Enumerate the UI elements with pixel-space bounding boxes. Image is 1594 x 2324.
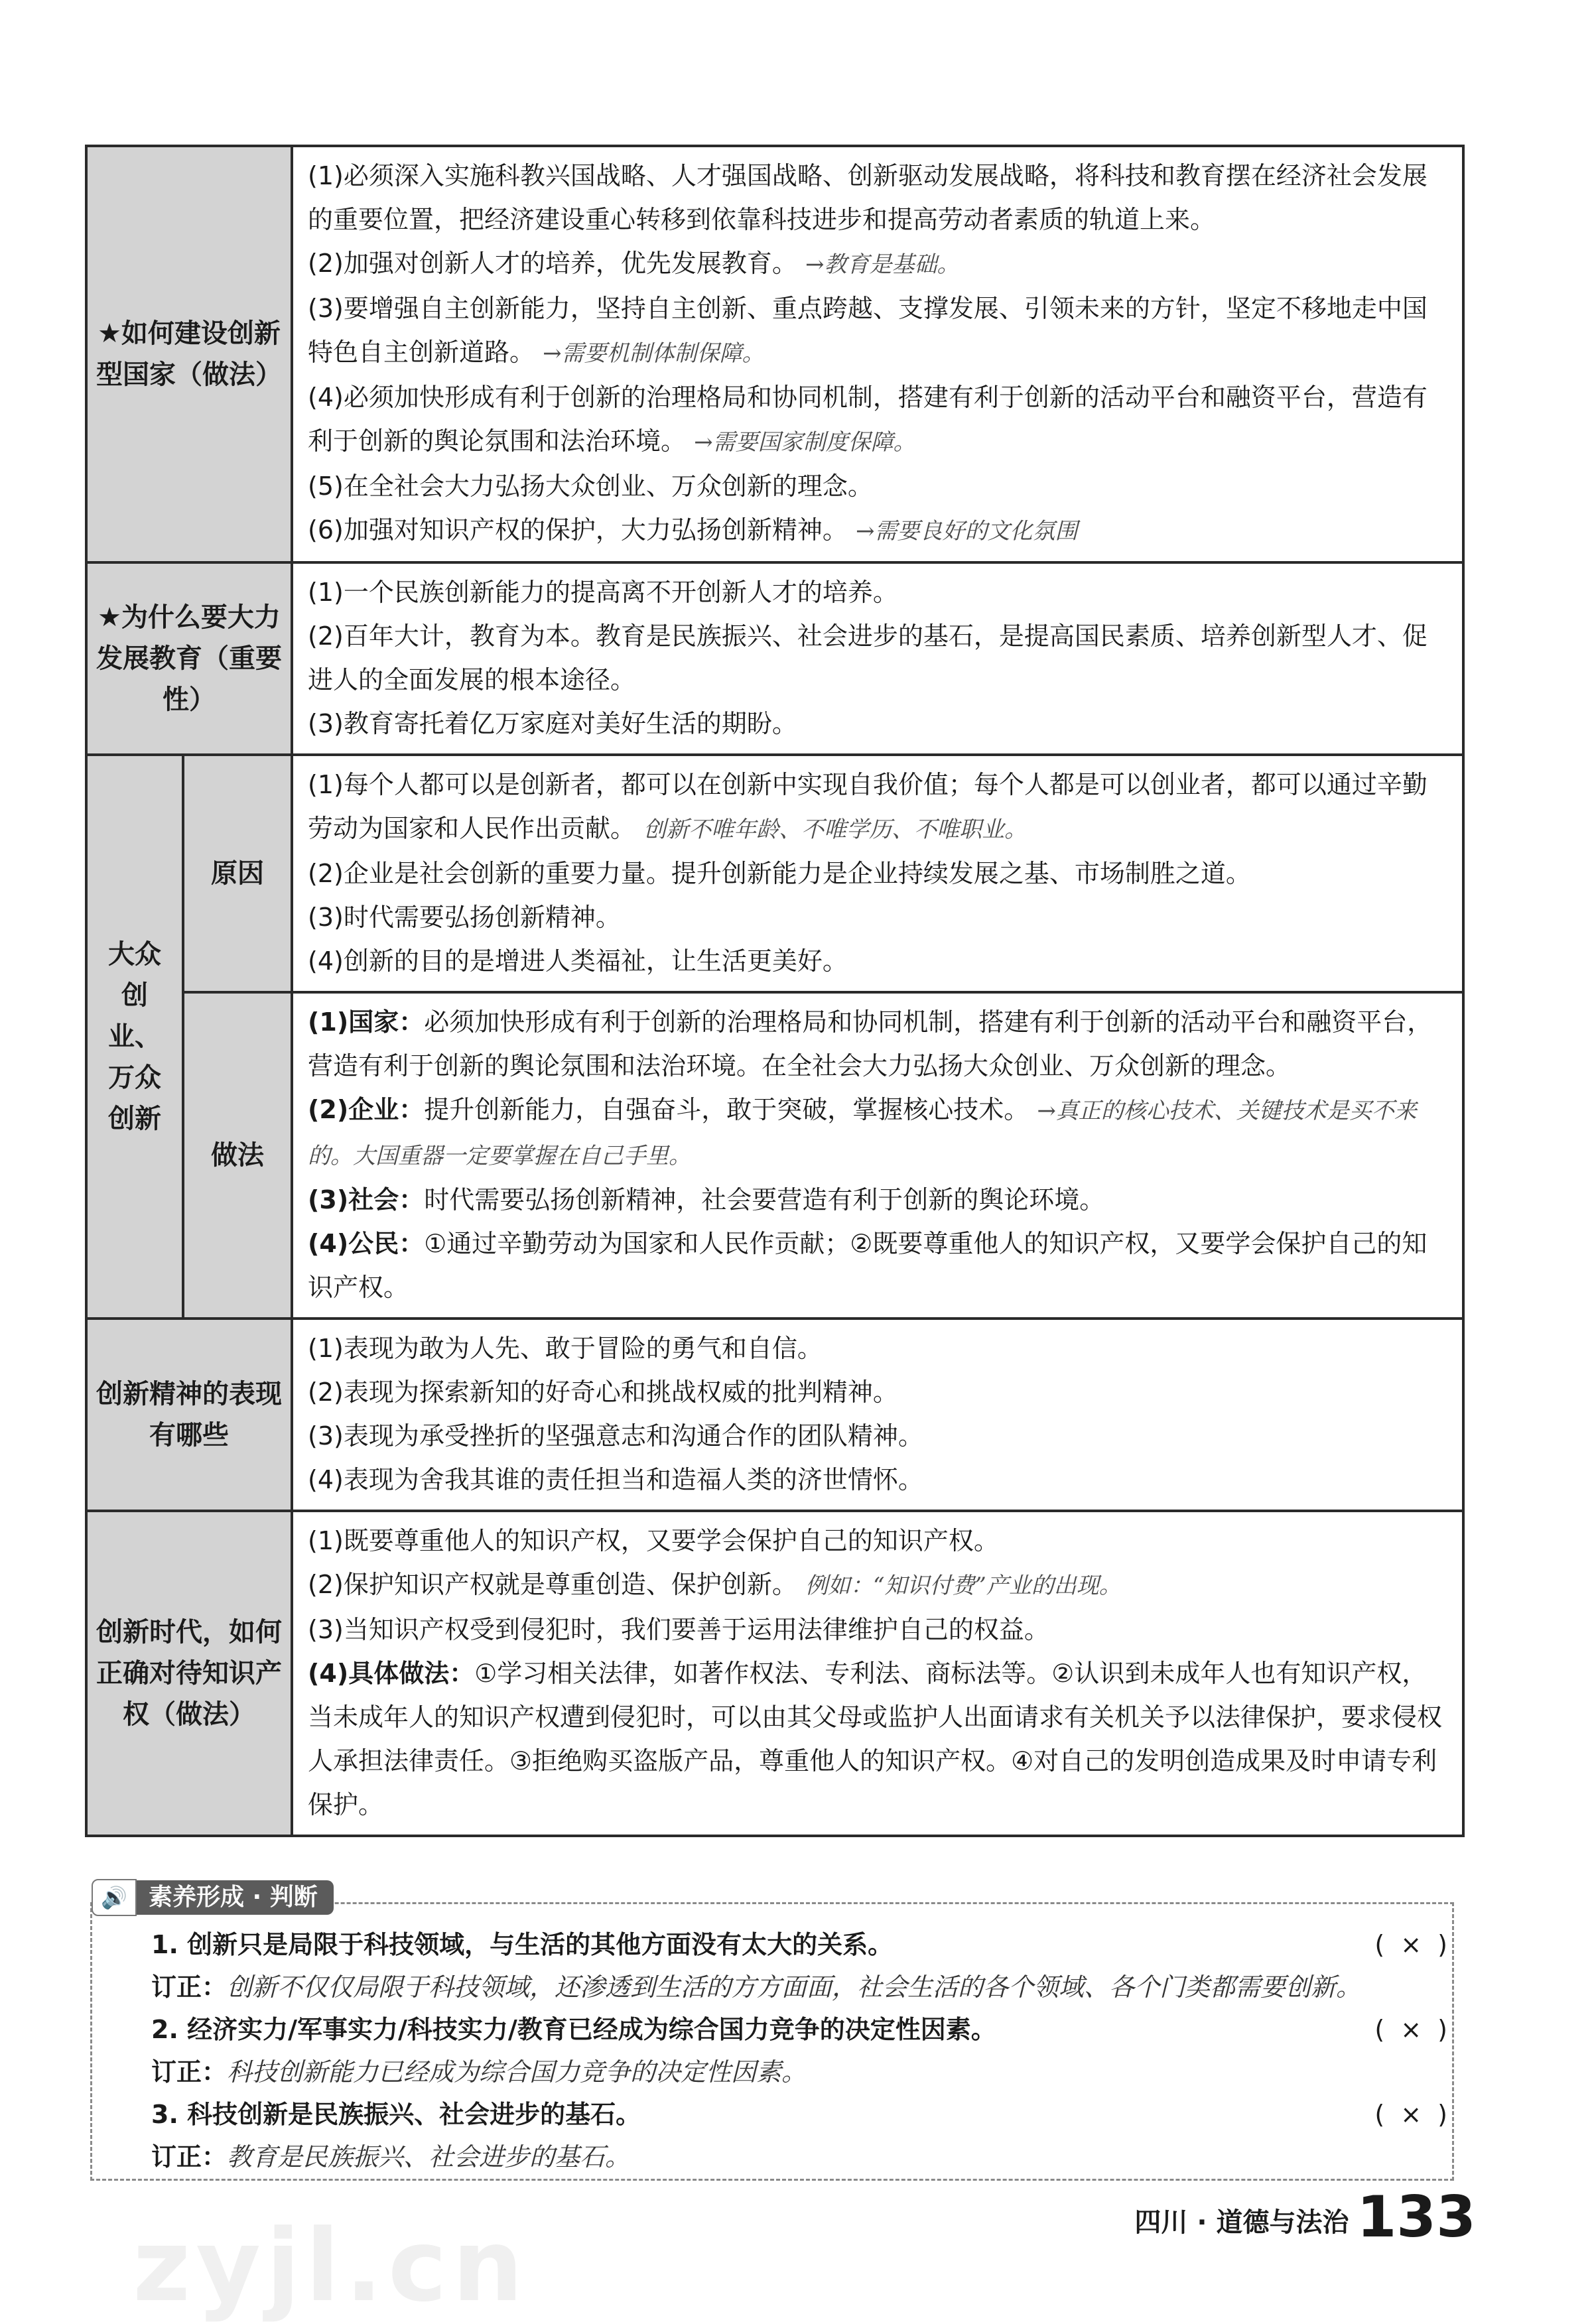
list-item: (1)既要尊重他人的知识产权，又要学会保护自己的知识产权。 [308,1526,999,1555]
label-spirit: 创新精神的表现有哪些 [86,1319,292,1511]
content-build [292,146,1463,562]
list-item: (1)表现为敢为人先、敢于冒险的勇气和自信。 [308,1334,823,1363]
judgment-question: 3. 科技创新是民族振兴、社会进步的基石。 ( × ) [151,2093,1451,2136]
list-item: (2)企业：提升创新能力，自强奋斗，敢于突破，掌握核心技术。 →真正的核心技术、关键技术是买不来的。大国重器一定要掌握在自己手里。 [308,1095,1417,1169]
row-education [86,562,1463,755]
row-mass-reason [86,755,1463,992]
answer-mark: ( × ) [1374,2015,1451,2044]
handwritten-note: →真正的核心技术、关键技术是买不来的。大国重器一定要掌握在自己手里。 [308,1098,1417,1169]
answer-mark: ( × ) [1374,2100,1451,2129]
list-item: (4)必须加快形成有利于创新的治理格局和协同机制，搭建有利于创新的活动平台和融资平台，营造有利于创新的舆论氛围和法治环境。 →需要国家制度保障。 [308,383,1428,456]
list-item: (3)教育寄托着亿万家庭对美好生活的期盼。 [308,709,797,738]
region-subject: 四川 · 道德与法治 [1134,2207,1349,2238]
list-item: (4)表现为舍我其谁的责任担当和造福人类的济世情怀。 [308,1465,923,1494]
answer-mark: ( × ) [1374,1930,1451,1959]
list-item: (3)表现为承受挫折的坚强意志和沟通合作的团队精神。 [308,1421,923,1451]
list-item: (5)在全社会大力弘扬大众创业、万众创新的理念。 [308,472,873,501]
label-mass: 大众创业、万众创新 [86,755,183,1319]
judgment-title: 素养形成 · 判断 [137,1880,334,1915]
handwritten-note: →教育是基础。 [805,251,960,278]
list-item: (3)要增强自主创新能力，坚持自主创新、重点跨越、支撑发展、引领未来的方针，坚定不移地走中国特色自主创新道路。 →需要机制体制保障。 [308,294,1428,367]
speaker-icon: 🔊 [92,1879,137,1916]
handwritten-note: →需要国家制度保障。 [694,429,916,456]
content-method [292,992,1463,1319]
list-item: (4)具体做法：①学习相关法律，如著作权法、专利法、商标法等。②认识到未成年人也有知识产权，当未成年人的知识产权遭到侵犯时，可以由其父母或监护人出面请求有关机关予以法律保护，要求侵权人承担法律责任。③拒绝购买盗版产品，尊重他人的知识产权。④对自己的发明创造成果及时申请专利保护。 [308,1659,1443,1819]
label-education: ★为什么要大力发展教育（重要性） [86,562,292,755]
content-education [292,562,1463,755]
list-item: (2)保护知识产权就是尊重创造、保护创新。 例如：“知识付费”产业的出现。 [308,1570,1122,1599]
row-mass-method [86,992,1463,1319]
row-ip [86,1511,1463,1836]
list-item: (6)加强对知识产权的保护，大力弘扬创新精神。 →需要良好的文化氛围 [308,515,1078,545]
content-reason [292,755,1463,992]
label-reason: 原因 [183,755,292,992]
list-item: (3)时代需要弘扬创新精神。 [308,903,621,932]
correction: 订正：教育是民族振兴、社会进步的基石。 [151,2142,631,2171]
judgment-question: 1. 创新只是局限于科技领域，与生活的其他方面没有太大的关系。 ( × ) [151,1923,1451,1966]
row-spirit [86,1319,1463,1511]
correction: 订正：科技创新能力已经成为综合国力竞争的决定性因素。 [151,2057,807,2087]
list-item: (1)每个人都可以是创新者，都可以在创新中实现自我价值；每个人都是可以创业者，都可以通过辛勤劳动为国家和人民作出贡献。 创新不唯年龄、不唯学历、不唯职业。 [308,770,1428,843]
handwritten-note: 创新不唯年龄、不唯学历、不唯职业。 [643,816,1028,843]
list-item: (4)公民：①通过辛勤劳动为国家和人民作贡献；②既要尊重他人的知识产权，又要学会保护自己的知识产权。 [308,1229,1428,1302]
list-item: (1)国家：必须加快形成有利于创新的治理格局和协同机制，搭建有利于创新的活动平台和融资平台，营造有利于创新的舆论氛围和法治环境。在全社会大力弘扬大众创业、万众创新的理念。 [308,1007,1433,1080]
list-item: (2)加强对创新人才的培养，优先发展教育。 →教育是基础。 [308,249,960,278]
list-item: (2)表现为探索新知的好奇心和挑战权威的批判精神。 [308,1378,898,1407]
list-item: (4)创新的目的是增进人类福祉，让生活更美好。 [308,946,848,976]
list-item: (2)百年大计，教育为本。教育是民族振兴、社会进步的基石，是提高国民素质、培养创新型人才、促进人的全面发展的根本途径。 [308,621,1428,694]
list-item: (3)社会：时代需要弘扬创新精神，社会要营造有利于创新的舆论环境。 [308,1185,1105,1214]
page-footer [1134,2184,1476,2250]
list-item: (1)一个民族创新能力的提高离不开创新人才的培养。 [308,578,898,607]
list-item: (2)企业是社会创新的重要力量。提升创新能力是企业持续发展之基、市场制胜之道。 [308,859,1251,888]
label-method: 做法 [183,992,292,1319]
correction: 订正：创新不仅仅局限于科技领域，还渗透到生活的方方面面，社会生活的各个领域、各个门类都需要创新。 [151,1972,1362,2002]
judgment-header [92,1878,334,1917]
judgment-list [151,1923,1451,2178]
label-ip: 创新时代，如何正确对待知识产权（做法） [86,1511,292,1836]
content-spirit [292,1319,1463,1511]
summary-table [85,145,1465,1837]
label-build: ★如何建设创新型国家（做法） [86,146,292,562]
row-build [86,146,1463,562]
list-item: (1)必须深入实施科教兴国战略、人才强国战略、创新驱动发展战略，将科技和教育摆在经济社会发展的重要位置，把经济建设重心转移到依靠科技进步和提高劳动者素质的轨道上来。 [308,161,1428,234]
handwritten-note: 例如：“知识付费”产业的出现。 [805,1573,1122,1599]
handwritten-note: →需要机制体制保障。 [543,340,765,367]
content-ip [292,1511,1463,1836]
list-item: (3)当知识产权受到侵犯时，我们要善于运用法律维护自己的权益。 [308,1615,1049,1644]
judgment-question: 2. 经济实力/军事实力/科技实力/教育已经成为综合国力竞争的决定性因素。 ( × ) [151,2008,1451,2051]
page-number: 133 [1357,2184,1476,2250]
watermark: zyjl.cn [133,2209,529,2324]
handwritten-note: →需要良好的文化氛围 [855,518,1078,545]
